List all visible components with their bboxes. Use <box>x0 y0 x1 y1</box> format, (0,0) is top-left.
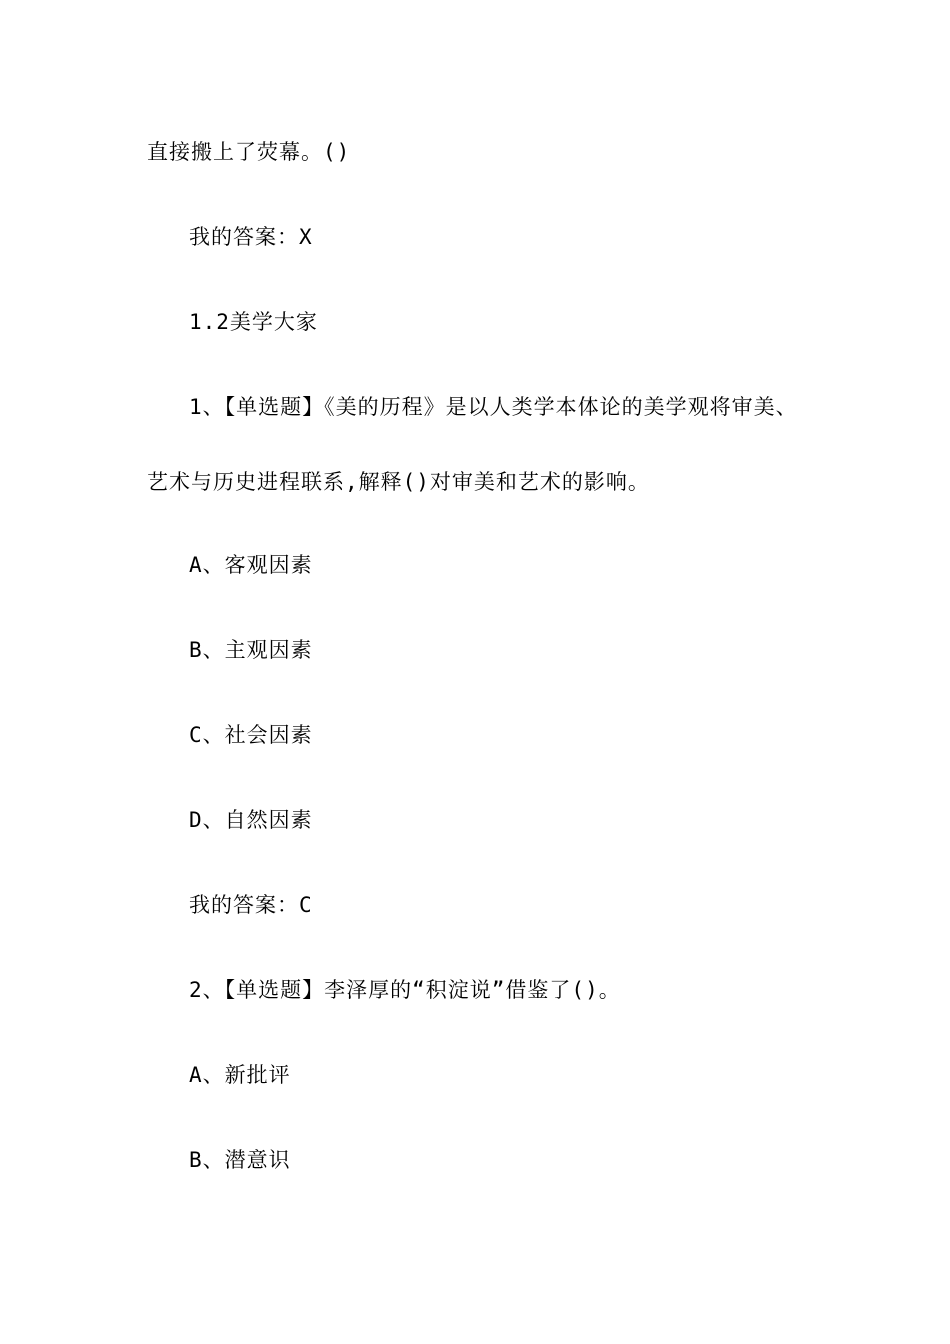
question-1-option-c: C、社会因素 <box>189 723 313 747</box>
question-1-my-answer: 我的答案：C <box>189 893 313 917</box>
question-1-text: 1、【单选题】《美的历程》是以人类学本体论的美学观将审美、 <box>189 395 798 419</box>
section-heading: 1.2美学大家 <box>189 310 318 334</box>
my-answer-prev: 我的答案：X <box>189 225 313 249</box>
prev-question-tail: 直接搬上了荧幕。() <box>147 140 351 164</box>
question-1-text-cont: 艺术与历史进程联系,解释()对审美和艺术的影响。 <box>147 470 650 494</box>
question-1-option-d: D、自然因素 <box>189 808 313 832</box>
question-1-option-b: B、主观因素 <box>189 638 313 662</box>
question-2-option-a: A、新批评 <box>189 1063 291 1087</box>
question-1-option-a: A、客观因素 <box>189 553 313 577</box>
question-2-text: 2、【单选题】李泽厚的“积淀说”借鉴了()。 <box>189 978 621 1002</box>
question-2-option-b: B、潜意识 <box>189 1148 291 1172</box>
